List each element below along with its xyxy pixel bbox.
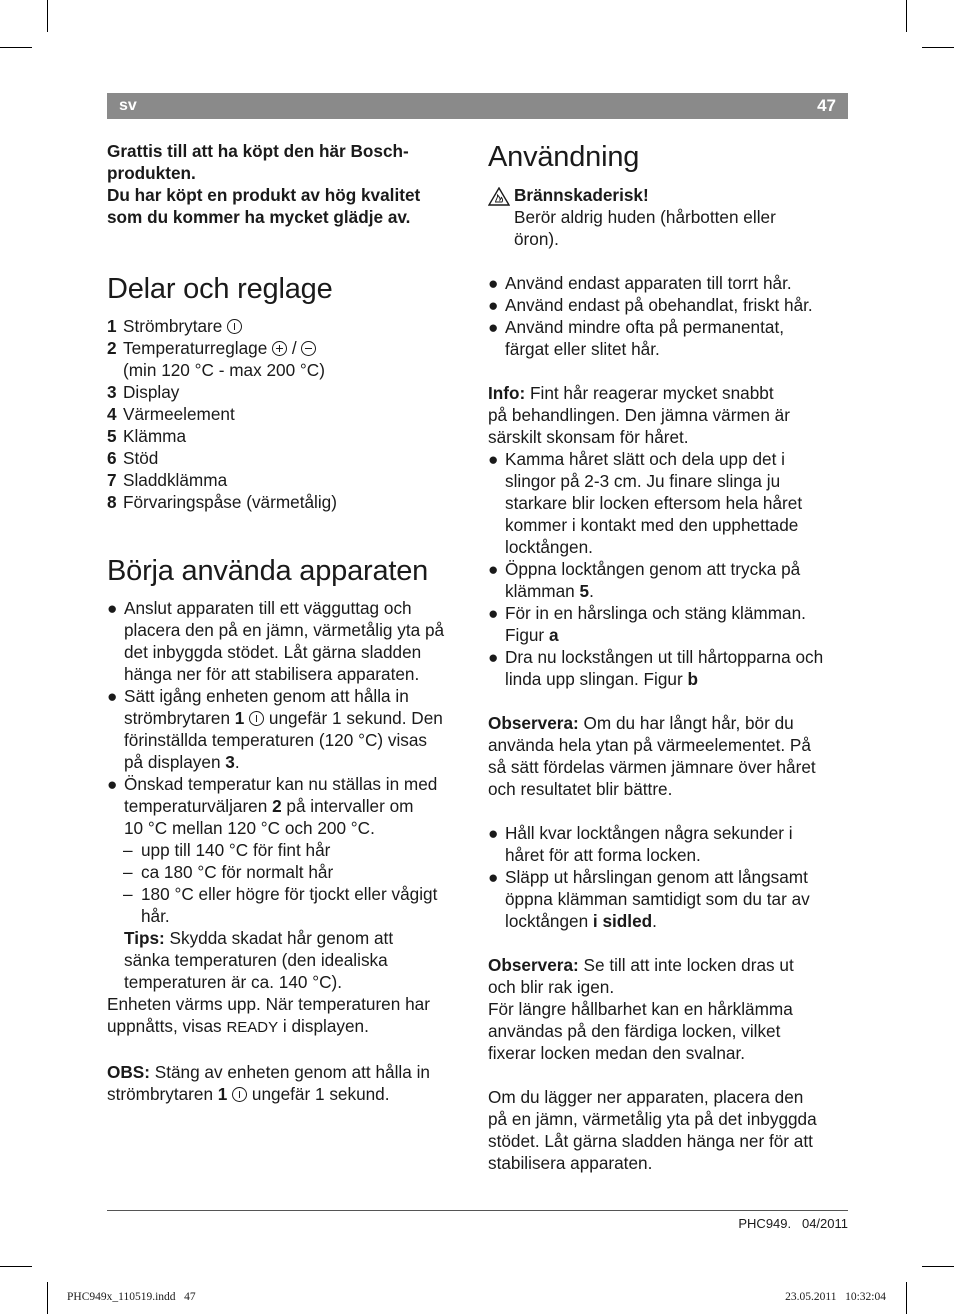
bullet-icon: ● bbox=[107, 598, 118, 618]
list-item: ● Kamma håret slätt och dela upp det i slingor på 2-3 cm. Ju finare slinga ju starkare blir locken eftersom hela håret kommer i kontakt med den upphettade locktången. bbox=[488, 449, 803, 557]
list-item: ● Håll kvar locktången några sekunder i håret för att forma locken. bbox=[488, 823, 793, 865]
observe-note: Observera: Om du har långt hår, bör du använda hela ytan på värmeelementet. På så sätt fördelas värmen jämnare över håret och resultatet blir bättre. bbox=[488, 713, 816, 799]
heating-text: Enheten värms upp. När temperaturen har uppnåtts, visas READY i displayen. bbox=[107, 994, 430, 1036]
list-item: ● Använd endast apparaten till torrt hår. bbox=[488, 273, 792, 293]
print-slug-date: 23.05.2011 10:32:04 bbox=[785, 1291, 886, 1303]
list-item: ● Anslut apparaten till ett vägguttag och placera den på en jämn, värmetålig yta på det inbyggda stödet. Låt gärna sladden hänga ner för att stabilisera apparaten. bbox=[107, 598, 445, 684]
warning-block: Brännskaderisk! Berör aldrig huden (hårbotten eller öron). bbox=[488, 184, 850, 250]
power-icon bbox=[232, 1087, 247, 1102]
crop-mark bbox=[922, 1266, 954, 1267]
list-item: 4 Värmeelement bbox=[107, 404, 235, 424]
sub-list-item: – ca 180 °C för normalt hår bbox=[123, 862, 334, 882]
heading-usage: Användning bbox=[488, 141, 640, 173]
footer-divider bbox=[107, 1210, 848, 1211]
list-item: 3 Display bbox=[107, 382, 180, 402]
page-header-bar bbox=[107, 93, 848, 119]
crop-mark bbox=[0, 47, 32, 48]
obs-note: OBS: Stäng av enheten genom att hålla in strömbrytaren 1 ungefär 1 sekund. bbox=[107, 1062, 430, 1104]
list-item: ● För in en hårslinga och stäng klämman. Figur a bbox=[488, 603, 806, 645]
page-number: 47 bbox=[817, 96, 836, 115]
list-item: ● Önskad temperatur kan nu ställas in med temperaturväljaren 2 på intervaller om 10 °C mellan 120 °C och 200 °C. bbox=[107, 774, 438, 838]
intro-text: Grattis till att ha köpt den här Bosch- produkten. Du har köpt en produkt av hög kvalitet som du kommer ha mycket glädje av. bbox=[107, 141, 421, 227]
sub-list-item: – upp till 140 °C för fint hår bbox=[123, 840, 331, 860]
list-item: 7 Sladdklämma bbox=[107, 470, 228, 490]
crop-mark bbox=[47, 0, 48, 32]
footer-model: PHC949. 04/2011 bbox=[738, 1216, 848, 1231]
bullet-icon: ● bbox=[107, 774, 118, 794]
warning-triangle-icon bbox=[488, 184, 514, 250]
power-icon bbox=[249, 711, 264, 726]
plus-circle-icon bbox=[272, 341, 287, 356]
right-column bbox=[488, 140, 850, 1174]
list-item: 6 Stöd bbox=[107, 448, 159, 468]
power-icon bbox=[227, 319, 242, 334]
crop-mark bbox=[922, 47, 954, 48]
heading-getting-started: Börja använda apparaten bbox=[107, 555, 429, 587]
language-code: sv bbox=[119, 97, 137, 114]
crop-mark bbox=[0, 1266, 32, 1267]
list-item: ● Dra nu lockstången ut till hårtopparna och linda upp slingan. Figur b bbox=[488, 647, 824, 689]
list-item: ● Släpp ut hårslingan genom att långsamt öppna klämman samtidigt som du tar av locktången i sidled. bbox=[488, 867, 810, 931]
left-column bbox=[107, 140, 469, 1105]
info-note: Info: Fint hår reagerar mycket snabbt på behandlingen. Den jämna värmen är särskilt skonsam för håret. bbox=[488, 383, 790, 447]
storage-text: Om du lägger ner apparaten, placera den på en jämn, värmetålig yta på det inbyggda stödet. Låt gärna sladden hänga ner för att stabilisera apparaten. bbox=[488, 1087, 817, 1173]
list-item: 5 Klämma bbox=[107, 426, 187, 446]
crop-mark bbox=[906, 0, 907, 32]
parts-list bbox=[107, 315, 469, 513]
print-slug-file: PHC949x_110519.indd 47 bbox=[67, 1291, 196, 1303]
list-item: ● Använd endast på obehandlat, friskt hår. bbox=[488, 295, 813, 315]
list-item: 1 Strömbrytare bbox=[107, 315, 469, 337]
observe-note: Observera: Se till att inte locken dras ut och blir rak igen. För längre hållbarhet kan en hårklämma användas på den färdiga locken, vilket fixerar locken medan den svalnar. bbox=[488, 955, 794, 1063]
tips-note: Tips: Skydda skadat hår genom att sänka temperaturen (den idealiska temperaturen är ca. 140 °C). bbox=[124, 928, 394, 992]
minus-circle-icon bbox=[301, 341, 316, 356]
sub-list-item: – 180 °C eller högre för tjockt eller vågigt hår. bbox=[123, 884, 438, 926]
crop-mark bbox=[906, 1282, 907, 1314]
list-item: ● Använd mindre ofta på permanentat, färgat eller slitet hår. bbox=[488, 317, 784, 359]
list-item: ● Öppna locktången genom att trycka på klämman 5. bbox=[488, 559, 801, 601]
crop-mark bbox=[47, 1282, 48, 1314]
heading-parts: Delar och reglage bbox=[107, 273, 333, 305]
list-item: ● Sätt igång enheten genom att hålla in strömbrytaren 1 ungefär 1 sekund. Den förinställda temperaturen (120 °C) visas på displayen 3. bbox=[107, 686, 443, 772]
bullet-icon: ● bbox=[107, 686, 118, 706]
list-item: 8 Förvaringspåse (värmetålig) bbox=[107, 492, 337, 512]
list-item: 2 Temperaturreglage / (min 120 °C - max 200 °C) bbox=[107, 338, 325, 380]
